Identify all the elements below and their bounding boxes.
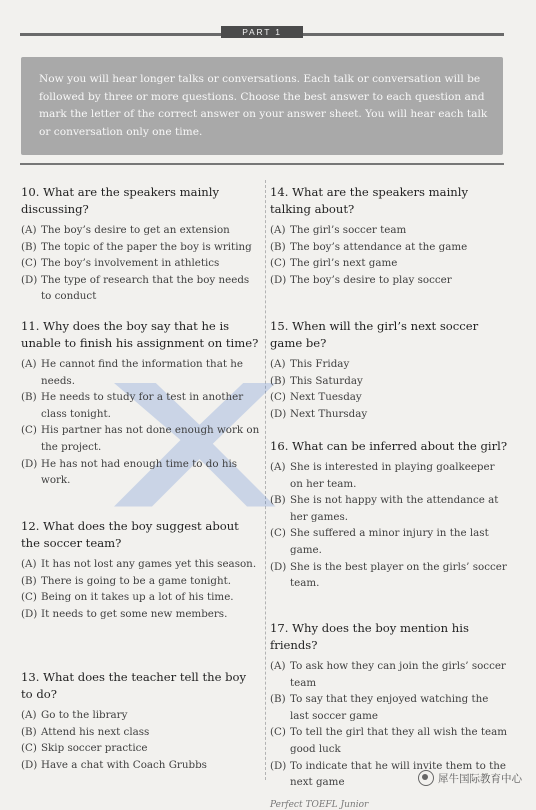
question-17 — [270, 620, 510, 791]
question-13 — [21, 669, 261, 773]
option-d[interactable]: (D) Have a chat with Coach Grubbs — [21, 758, 207, 771]
option-b[interactable]: (B) He needs to study for a test in another class tonight. — [21, 391, 244, 420]
question-15 — [270, 318, 510, 422]
option-b[interactable]: (B) Attend his next class — [21, 725, 150, 738]
question-stem: Why does the boy mention his friends? — [270, 621, 469, 652]
question-16 — [270, 438, 510, 592]
wechat-logo-icon — [418, 770, 434, 786]
question-stem: What are the speakers mainly discussing? — [21, 185, 219, 216]
watermark-badge — [418, 770, 522, 786]
option-d[interactable]: (D) The boy’s desire to play soccer — [270, 273, 452, 286]
question-number: 11. — [21, 319, 40, 333]
option-a[interactable]: (A) To ask how they can join the girls’ soccer team — [270, 660, 506, 689]
option-c[interactable]: (C) Skip soccer practice — [21, 742, 148, 755]
option-b[interactable]: (B) The topic of the paper the boy is writing — [21, 240, 252, 253]
option-a[interactable]: (A) She is interested in playing goalkeeper on her team. — [270, 461, 495, 490]
part-label: PART 1 — [221, 26, 303, 38]
option-a[interactable]: (A) The boy’s desire to get an extension — [21, 224, 230, 236]
option-c[interactable]: (C) The boy’s involvement in athletics — [21, 257, 220, 270]
question-stem: What can be inferred about the girl? — [292, 439, 508, 453]
option-c[interactable]: (C) She suffered a minor injury in the last game. — [270, 527, 489, 556]
option-d[interactable]: (D) To indicate that he will invite them to the next game — [270, 759, 506, 789]
option-d[interactable]: (D) She is the best player on the girls’ soccer team. — [270, 560, 507, 590]
question-number: 15. — [270, 319, 289, 333]
question-12 — [21, 518, 259, 622]
option-d[interactable]: (D) He has not had enough time to do his work. — [21, 457, 238, 487]
option-a[interactable]: (A) He cannot find the information that he needs. — [21, 358, 243, 387]
option-c[interactable]: (C) The girl’s next game — [270, 257, 398, 270]
option-a[interactable]: (A) The girl’s soccer team — [270, 224, 407, 236]
question-11 — [21, 318, 261, 489]
watermark-text: 犀牛国际教育中心 — [438, 772, 522, 785]
option-c[interactable]: (C) Being on it takes up a lot of his time. — [21, 591, 234, 604]
instructions-box: Now you will hear longer talks or conversations. Each talk or conversation will be followed by three or more questions. Choose the best answer to each question and mark the letter of the correct answer on your answer sheet. You will hear each talk or conversation only one time. — [21, 57, 503, 155]
option-a[interactable]: (A) This Friday — [270, 358, 350, 370]
option-b[interactable]: (B) The boy’s attendance at the game — [270, 240, 468, 253]
question-10 — [21, 184, 259, 305]
question-14 — [270, 184, 510, 288]
option-c[interactable]: (C) To tell the girl that they all wish the team good luck — [270, 726, 507, 755]
question-stem: When will the girl’s next soccer game be? — [270, 319, 479, 350]
option-c[interactable]: (C) His partner has not done enough work on the project. — [21, 424, 260, 453]
question-number: 13. — [21, 670, 40, 684]
question-number: 17. — [270, 621, 289, 635]
question-stem: What are the speakers mainly talking about? — [270, 185, 468, 216]
option-b[interactable]: (B) To say that they enjoyed watching the last soccer game — [270, 693, 489, 722]
question-number: 14. — [270, 185, 289, 199]
question-number: 12. — [21, 519, 40, 533]
option-d[interactable]: (D) Next Thursday — [270, 407, 368, 420]
option-d[interactable]: (D) It needs to get some new members. — [21, 607, 228, 620]
option-a[interactable]: (A) It has not lost any games yet this season. — [21, 558, 257, 570]
section-divider — [20, 163, 504, 165]
option-a[interactable]: (A) Go to the library — [21, 709, 128, 721]
option-b[interactable]: (B) She is not happy with the attendance at her games. — [270, 494, 499, 523]
question-number: 16. — [270, 439, 289, 453]
option-d[interactable]: (D) The type of research that the boy needs to conduct — [21, 273, 250, 303]
question-stem: Why does the boy say that he is unable to finish his assignment on time? — [21, 319, 259, 350]
option-c[interactable]: (C) Next Tuesday — [270, 391, 362, 404]
column-divider — [265, 180, 266, 780]
option-b[interactable]: (B) There is going to be a game tonight. — [21, 574, 232, 587]
option-b[interactable]: (B) This Saturday — [270, 374, 363, 387]
question-number: 10. — [21, 185, 40, 199]
question-stem: What does the teacher tell the boy to do? — [21, 670, 247, 701]
footer-title: Perfect TOEFL Junior — [270, 800, 369, 810]
question-stem: What does the boy suggest about the soccer team? — [21, 519, 239, 550]
